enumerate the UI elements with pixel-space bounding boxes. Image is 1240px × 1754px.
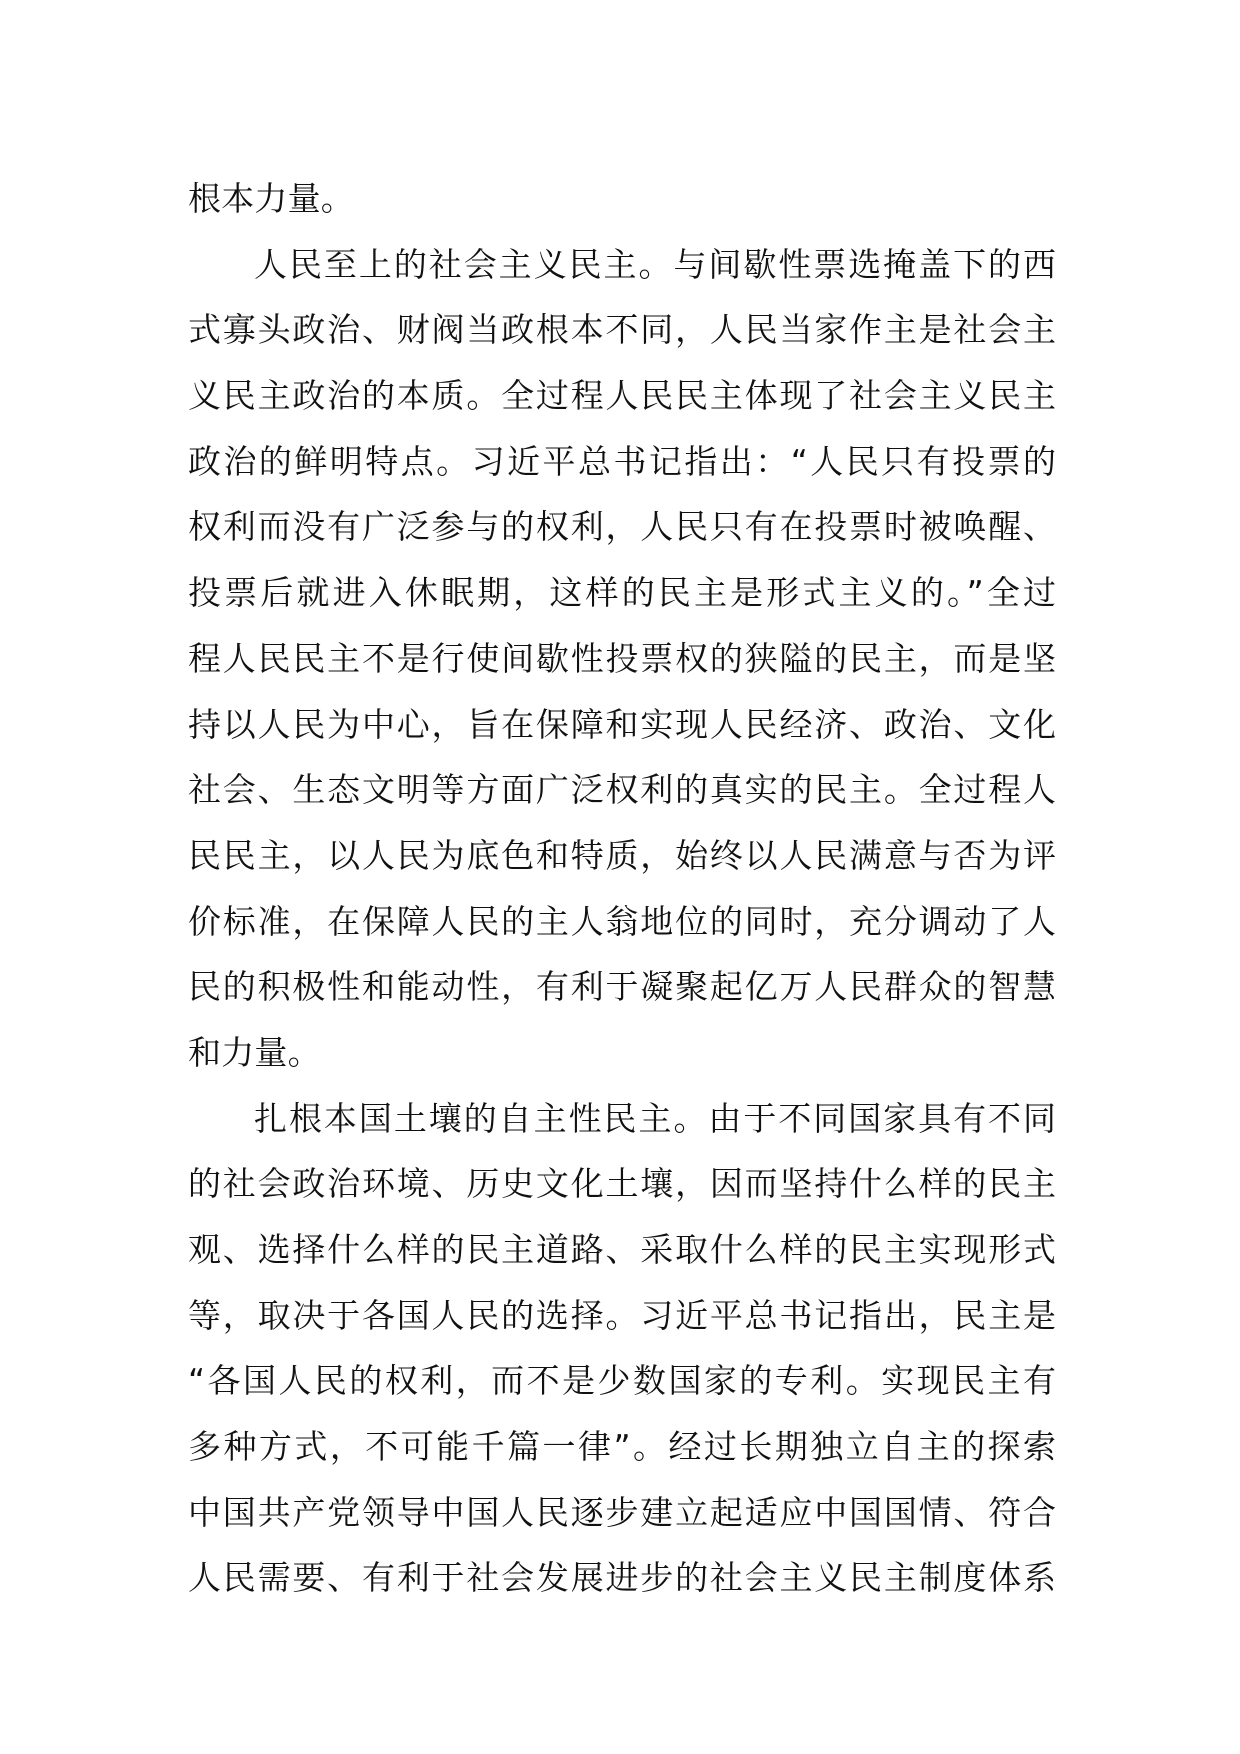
text-line: 中国共产党领导中国人民逐步建立起适应中国国情、符合 [188,1492,1056,1532]
text-line: 观、选择什么样的民主道路、采取什么样的民主实现形式 [188,1230,1056,1269]
paragraph-heading-line: 人民至上的社会主义民主。与间歇性票选掩盖下的西 [254,244,1056,284]
text-line: 等，取决于各国人民的选择。习近平总书记指出，民主是 [188,1295,1056,1335]
text-line: 人民需要、有利于社会发展进步的社会主义民主制度体系 [188,1558,1056,1598]
text-line: 民的积极性和能动性，有利于凝聚起亿万人民群众的智慧 [188,967,1056,1007]
text-line: 持以人民为中心，旨在保障和实现人民经济、政治、文化 [188,704,1056,744]
text-line: 投票后就进入休眠期，这样的民主是形式主义的。”全过 [188,573,1056,613]
text-line: 民民主，以人民为底色和特质，始终以人民满意与否为评 [188,835,1056,875]
text-line: 价标准，在保障人民的主人翁地位的同时，充分调动了人 [188,901,1056,941]
text-line: 社会、生态文明等方面广泛权利的真实的民主。全过程人 [188,770,1056,810]
text-line: 政治的鲜明特点。习近平总书记指出：“人民只有投票的 [188,441,1056,481]
text-line: 和力量。 [188,1032,321,1072]
text-line: 根本力量。 [188,179,354,218]
text-line: 的社会政治环境、历史文化土壤，因而坚持什么样的民主 [188,1164,1056,1204]
paragraph-heading-line: 扎根本国土壤的自主性民主。由于不同国家具有不同 [254,1098,1056,1138]
text-line: 程人民民主不是行使间歇性投票权的狭隘的民主，而是坚 [188,638,1056,678]
text-line: 权利而没有广泛参与的权利，人民只有在投票时被唤醒、 [188,507,1056,547]
text-line: 式寡头政治、财阀当政根本不同，人民当家作主是社会主 [188,310,1056,350]
text-line: “各国人民的权利，而不是少数国家的专利。实现民主有 [188,1361,1056,1401]
body-text [188,166,1056,1611]
text-line: 义民主政治的本质。全过程人民民主体现了社会主义民主 [188,376,1056,416]
text-line: 多种方式，不可能千篇一律”。经过长期独立自主的探索 [188,1427,1056,1467]
